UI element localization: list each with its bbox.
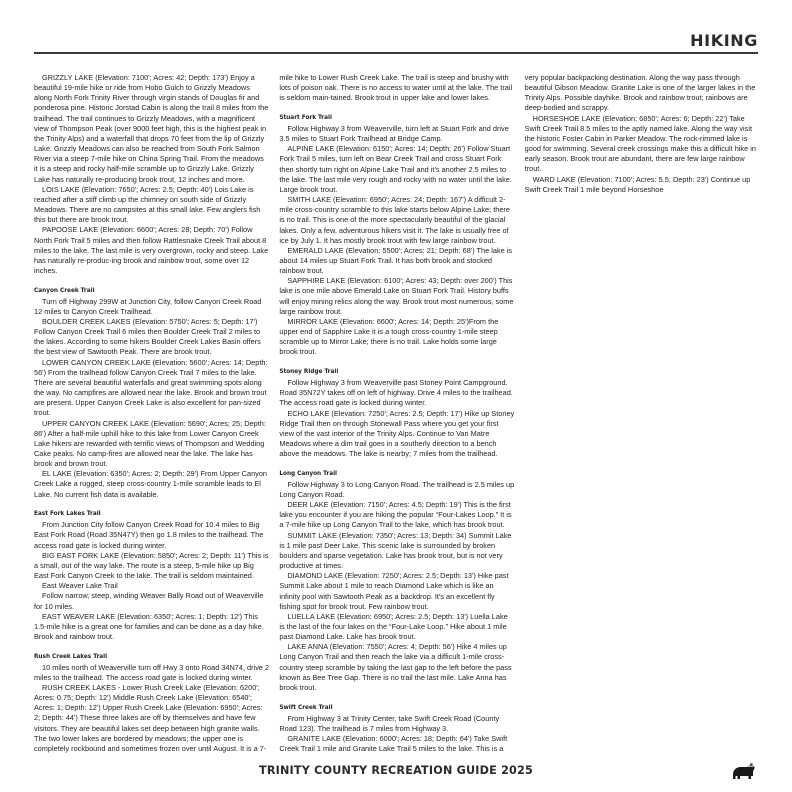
section-heading: Stuart Fork Trail bbox=[279, 112, 332, 121]
body-paragraph: EAST WEAVER LAKE (Elevation: 6350'; Acres: 1; Depth: 12') This 1.5-mile hike is a great one for families and can be done as a day hike. Brook and rainbow trout. bbox=[34, 611, 264, 641]
body-paragraph: Follow Highway 3 to Long Canyon Road. The trailhead is 2.5 miles up Long Canyon Road. bbox=[279, 479, 515, 499]
body-paragraph: LAKE ANNA (Elevation: 7550'; Acres: 4; Depth: 56') Hike 4 miles up Long Canyon Trail and then reach the lake via a difficult 1-mile cross-country steep scramble by taking the last gap to the left before the pass known as Bee Tree Gap. There is no trail the last mile. Lake Anna has brook trout. bbox=[279, 642, 512, 692]
section-heading: Canyon Creek Trail bbox=[34, 285, 95, 294]
body-paragraph: SUMMIT LAKE (Elevation: 7350'; Acres: 13; Depth: 34) Summit Lake is 1 mile past Deer Lake. This scenic lake is surrounded by broken boulders and sparse vegetation. Lake has brook trout, but is not very productive at times. bbox=[279, 530, 512, 571]
body-paragraph: Follow Highway 3 from Weaverville past Stoney Point Campground. Road 35N72Y takes off on left of highway. Drive 4 miles to the trailhead. The access road gate is locked during winter. bbox=[279, 378, 513, 408]
section-heading: Stoney Ridge Trail bbox=[279, 367, 339, 376]
body-paragraph: East Weaver Lake Trail bbox=[42, 581, 118, 591]
body-paragraph: LOIS LAKE (Elevation: 7650'; Acres: 2.5; Depth: 40') Lois Lake is reached after a stiff climb up the chimney on south side of Grizzly Meadows. There are no campsites at this small lake. Few anglers fish this but there are brook trout. bbox=[34, 184, 261, 225]
body-paragraph: ALPINE LAKE (Elevation: 6150'; Acres: 14; Depth: 26') Follow Stuart Fork Trail 5 miles, turn left on Bear Creek Trail and cross Stuart Fork then shortly turn right on Alpine Lake Trail and it's another 2.5 miles to the lake. The last mile very rough and rocky with no water until the lake. Large brook trout. bbox=[279, 144, 512, 194]
body-paragraph: From Highway 3 at Trinity Center, take Swift Creek Road (County Road 123). The trailhead is 7 miles from Highway 3. bbox=[279, 713, 500, 733]
body-paragraph: MIRROR LAKE (Elevation: 6600'; Acres: 14; Depth: 25')From the upper end of Sapphire Lake it is a tough cross-country 1-mile steep scramble up to Mirror Lake; there is no trail. Lake holds some large brook trout. bbox=[279, 316, 499, 357]
article-columns bbox=[34, 73, 760, 763]
body-paragraph: LOWER CANYON CREEK LAKE (Elevation: 5600'; Acres: 14; Depth: 56') From the trailhead follow Canyon Creek Trail 7 miles to the lake. There are several beautiful waterfalls and great swimming spots along the way. No campfires are allowed near the lake. Brook and brown trout are present. Upper Canyon Creek Lake is also excellent for pan-sized trout. bbox=[34, 357, 268, 418]
body-paragraph: LUELLA LAKE (Elevation: 6950'; Acres: 2.5; Depth: 13') Luella Lake is the last of the four lakes on the “Four-Lake Loop.” Hike about 1 mile past Diamond Lake. Lake has brook trout. bbox=[279, 611, 508, 642]
body-paragraph: ECHO LAKE (Elevation: 7250'; Acres: 2.5; Depth: 17') Hike up Stoney Ridge Trail then on through Stonewall Pass where you get your first view of the vast interior of the Trinity Alps. Continue to Van Matre Meadows where a dim trail goes in a southerly direction to a bench above the meadows. The lake is nearby; 7 miles from the trailhead. bbox=[279, 408, 515, 459]
bear-icon bbox=[730, 758, 756, 782]
body-paragraph: UPPER CANYON CREEK LAKE (Elevation: 5690'; Acres; 25; Depth: 86') After a half-mile uphill hike to this lake from Lower Canyon Creek Lake hikers are rewarded with terrific views of Thompson and Wedding Cake peaks. No camp-fires are allowed near the lake. The lake has brook and brown trout. bbox=[34, 418, 266, 469]
body-paragraph: SAPPHIRE LAKE (Elevation: 6100'; Acres: 43; Depth: over 200') This lake is one mile above Emerald Lake on Stuart Fork Trail. History buffs will enjoy mining relics along the way. Brook trout most numerous, some large rainbow trout. bbox=[279, 276, 514, 316]
section-heading: Rush Creek Lakes Trail bbox=[34, 651, 108, 660]
body-paragraph: DIAMOND LAKE (Elevation: 7250'; Acres: 2.5; Depth: 13') Hike past Summit Lake about 1 mile to reach Diamond Lake which is like an infinity pool with Sawtooth Peak as a backdrop. It's an excellent fly fishing spot for brook trout. Few rainbow trout. bbox=[279, 571, 509, 611]
body-paragraph: 10 miles north of Weaverville turn off Hwy 3 onto Road 34N74, drive 2 miles to the trailhead. The access road gate is locked during winter. bbox=[34, 662, 270, 682]
body-paragraph: GRANITE LAKE (Elevation: 6000'; Acres: 18; Depth: 64') Take Swift Creek Trail 1 mile and Granite Lake Trail 5 miles to the lake. This is a very popular backpacking destination. Along the way pass through beautiful Gibson Meadow. Granite Lake is one of the larger lakes in the Trinity Alps. Possible dayhike. Brook and rainbow trout; rainbows are deep-bodied and scrappy. bbox=[279, 73, 756, 754]
body-paragraph: HORSESHOE LAKE (Elevation: 6850'; Acres: 6; Depth: 22') Take Swift Creek Trail 8.5 miles to the aptly named lake. Along the way visit the historic Foster Cabin in Parker Meadow. The rock-rimmed lake is good for swimming. Several creek crossings make this a difficult hike in early season. Brook trout are abundant, there are few large rainbow trout. bbox=[524, 113, 756, 174]
body-paragraph: Follow Highway 3 from Weaverville, turn left at Stuart Fork and drive 3.5 miles to Stuart Fork Trailhead at Bridge Camp. bbox=[279, 123, 509, 144]
page-number: 83 bbox=[747, 763, 754, 769]
body-paragraph: GRIZZLY LAKE (Elevation: 7100'; Acres: 42; Depth: 173') Enjoy a beautiful 19-mile hike or ride from Hobo Gulch to Grizzly Meadows along North Fork Trinity River through virgin stands of Douglas fir and ponderosa pine. Historic Jorstad Cabin is along the trail 8 miles from the trailhead. The trail continues to Grizzly Meadows, with a magnificent view of Thompson Peak (over 9000 feet high, this is the highest peak in the Trinity Alps) and a waterfall that drops 70 feet from the lip of Grizzly Lake. Grizzly Meadows can also be reached from South Fork Salmon River via a steep 7-mile hike on China Spring Trail. From the meadows it is a steep and rocky half-mile scramble up to Grizzly Lake. Grizzly Lake has naturally re-producing brook trout, 12 inches and more. bbox=[34, 73, 269, 184]
body-paragraph: RUSH CREEK LAKES - Lower Rush Creek Lake (Elevation: 6200'; Acres: 0.75; Depth: 12') Middle Rush Creek Lake (Elevation: 6540'; Acres: 1; Depth: 12') Upper Rush Creek Lake (Elevation: 6950'; Acres: 2; Depth: 44') These three lakes are off by themselves and have few visitors. They are beautiful lakes set deep between high granite walls. The two lower lakes are bordered by meadows; the upper one is completely rockbound and sometimes frozen over until August. It is a 7-mile hike to Lower Rush Creek Lake. The trail is steep and brushy with lots of poison oak. There is no access to water until at the lake. The trail is seldom main-tained. Brook trout in upper lake and lower lakes. bbox=[34, 73, 513, 753]
body-paragraph: WARD LAKE (Elevation: 7100'; Acres: 5.5; Depth: 23') Continue up Swift Creek Trail 1 mile beyond Horseshoe bbox=[524, 174, 751, 194]
body-paragraph: From Junction City follow Canyon Creek Road for 10.4 miles to Big East Fork Road (Road 35N47Y) then go 1.8 miles to the trailhead. The access road gate is locked during winter. bbox=[34, 520, 264, 550]
header-rule bbox=[34, 52, 758, 54]
publication-title: TRINITY COUNTY RECREATION GUIDE 2025 bbox=[258, 764, 534, 777]
section-heading: East Fork Lakes Trail bbox=[34, 509, 101, 518]
section-title: HIKING bbox=[690, 31, 758, 50]
body-paragraph: PAPOOSE LAKE (Elevation: 6600'; Acres: 28; Depth: 70') Follow North Fork Trail 5 miles and then follow Rattlesnake Creek Trail about 8 miles to the lake. The last mile is very overgrown, rocky and steep. Lake has naturally re-produc-ing brook and rainbow trout, some over 12 inches. bbox=[34, 225, 269, 275]
body-paragraph: BIG EAST FORK LAKE (Elevation: 5850'; Acres: 2; Depth: 11') This is a small, out of the way lake. The route is a steep, 5-mile hike up Big East Fork Canyon Creek to the lake. The trail is seldom maintained. bbox=[34, 550, 269, 581]
body-paragraph: BOULDER CREEK LAKES (Elevation: 5750'; Acres: 5; Depth: 17') Follow Canyon Creek Trail 6 miles then Boulder Creek Trail 2 miles to the lakes. According to some hikers Boulder Creek Lakes Basin offers the best view of Sawtooth Peak. There are brook trout. bbox=[34, 316, 261, 357]
body-paragraph: EMERALD LAKE (Elevation: 5500'; Acres: 21; Depth: 68') The lake is about 14 miles up Stuart Fork Trail. It has both brook and stocked rainbow trout. bbox=[279, 245, 513, 276]
body-paragraph: DEER LAKE (Elevation: 7150'; Acres: 4.5; Depth: 19') This is the first lake you encounter if you are hiking the popular “Four-Lakes Loop.” It is a 7-mile hike up Long Canyon Trail to the lake, which has brook trout. bbox=[279, 500, 512, 530]
body-paragraph: SMITH LAKE (Elevation: 6950'; Acres: 24; Depth: 167') A difficult 2-mile cross-country scramble to this lake starts below Alpine Lake; there is no trail. This is one of the more spectacularly beautiful of the glacial lakes. Only a few, adventurous hikers visit it. The lake is usually free of ice by July 1. It has mostly brook trout with few large rainbow trout. bbox=[279, 195, 510, 245]
body-paragraph: Turn off Highway 299W at Junction City, follow Canyon Creek Road 12 miles to Canyon Creek Trailhead. bbox=[34, 296, 262, 316]
section-heading: Swift Creek Trail bbox=[279, 702, 333, 711]
section-heading: Long Canyon Trail bbox=[279, 468, 338, 477]
body-paragraph: Follow narrow, steep, winding Weaver Bally Road out of Weaverville for 10 miles. bbox=[34, 591, 264, 611]
body-paragraph: EL LAKE (Elevation: 6350'; Acres: 2; Depth: 29') From Upper Canyon Creek Lake a rugged, steep cross-country 1-mile scramble leads to El Lake. No current fish data is available. bbox=[34, 469, 267, 499]
